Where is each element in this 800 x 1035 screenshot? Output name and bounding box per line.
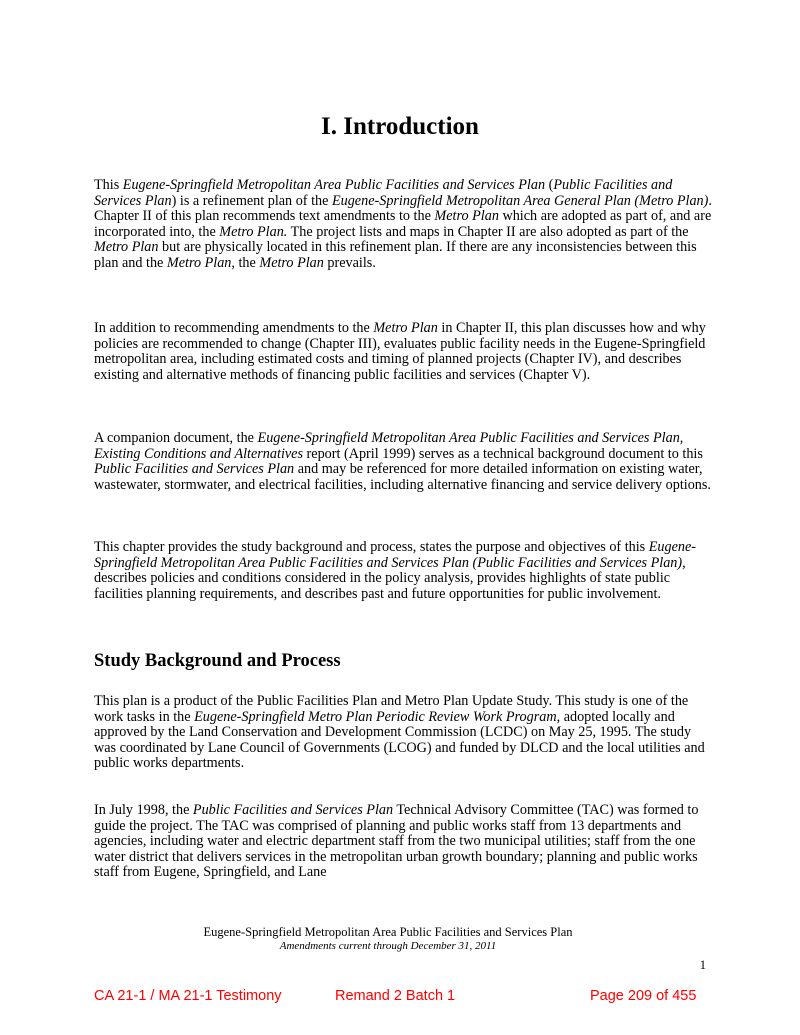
paragraph-intro: This Eugene-Springfield Metropolitan Area Public Facilities and Services Plan (Public Facilities and Services Plan) is a refinement plan of the Eugene-Springfield Metropolitan Area General Plan (Metro Plan). Chapter II of this plan recommends text amendments to the Metro Plan which are adopted as part of, and are incorporated into, the Metro Plan. The project lists and maps in Chapter II are also adopted as part of the Metro Plan but are physically located in this refinement plan. If there are any inconsistencies between this plan and the Metro Plan, the Metro Plan prevails.: [94, 177, 712, 271]
stamp-page-count: Page 209 of 455: [590, 988, 697, 1004]
paragraph-study-background: This plan is a product of the Public Facilities Plan and Metro Plan Update Study. This study is one of the work tasks in the Eugene-Springfield Metro Plan Periodic Review Work Program, adopted locally and approved by the Land Conservation and Development Commission (LCDC) on May 25, 1995. The study was coordinated by Lane Council of Governments (LCOG) and funded by DLCD and the local utilities and public works departments.: [94, 693, 705, 771]
footer-title: Eugene-Springfield Metropolitan Area Public Facilities and Services Plan: [203, 925, 573, 939]
stamp-testimony: CA 21-1 / MA 21-1 Testimony: [94, 988, 282, 1004]
page-title: I. Introduction: [321, 113, 479, 140]
page-number: 1: [699, 958, 706, 972]
paragraph-tac: In July 1998, the Public Facilities and Services Plan Technical Advisory Committee (TAC) was formed to guide the project. The TAC was comprised of planning and public works staff from 13 departments and agencies, including water and electric department staff from the two municipal utilities; staff from the one water district that delivers services in the metropolitan urban growth boundary; planning and public works staff from Eugene, Springfield, and Lane: [94, 802, 699, 880]
paragraph-chapter-overview: This chapter provides the study background and process, states the purpose and objectives of this Eugene-Springfield Metropolitan Area Public Facilities and Services Plan (Public Facilities and Services Plan), describes policies and conditions considered in the policy analysis, provides highlights of state public facilities planning requirements, and describes past and future opportunities for public involvement.: [94, 539, 697, 602]
section-heading: Study Background and Process: [94, 651, 341, 671]
paragraph-companion-document: A companion document, the Eugene-Springfield Metropolitan Area Public Facilities and Services Plan, Existing Conditions and Alternatives report (April 1999) serves as a technical background document to this Public Facilities and Services Plan and may be referenced for more detailed information on existing water, wastewater, stormwater, and electrical facilities, including alternative financing and service delivery options.: [94, 430, 711, 493]
footer-subtitle: Amendments current through December 31, 2011: [279, 940, 497, 952]
stamp-batch: Remand 2 Batch 1: [335, 988, 456, 1004]
paragraph-amendments: In addition to recommending amendments to the Metro Plan in Chapter II, this plan discusses how and why policies are recommended to change (Chapter III), evaluates public facility needs in the Eugene-Springfield metropolitan area, including estimated costs and timing of planned projects (Chapter IV), and describes existing and alternative methods of financing public facilities and services (Chapter V).: [94, 320, 706, 383]
